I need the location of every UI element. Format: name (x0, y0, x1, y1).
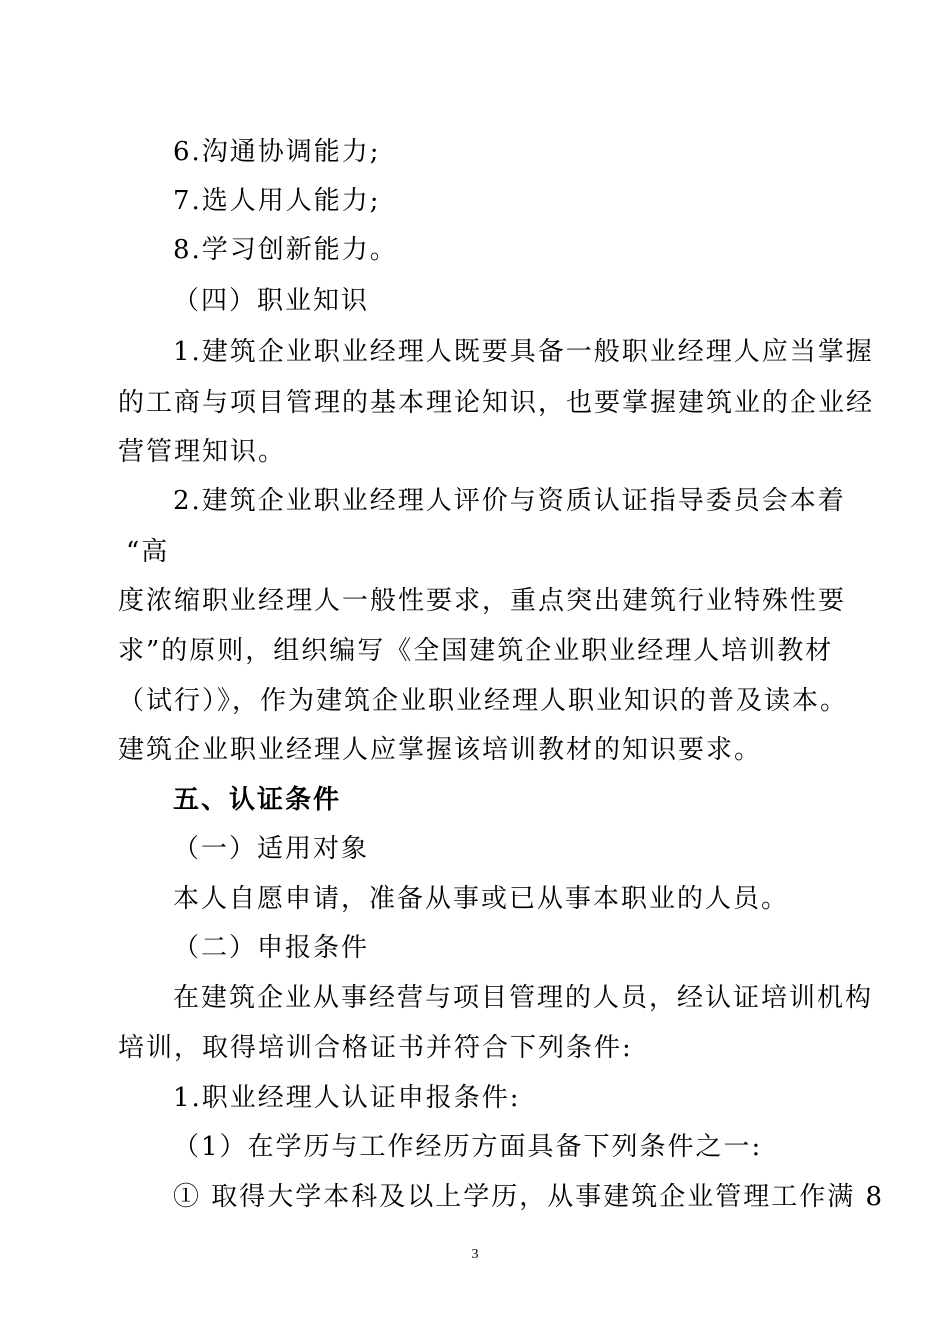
subsection-heading-2: （二）申报条件 (173, 933, 370, 963)
list-item-7: 7.选人用人能力; (173, 186, 381, 216)
paragraph-line: 培训，取得培训合格证书并符合下列条件: (118, 1033, 633, 1063)
list-item-8: 8.学习创新能力。 (173, 235, 398, 265)
paragraph-line: 营管理知识。 (118, 437, 287, 467)
list-item-1-1: （1）在学历与工作经历方面具备下列条件之一: (173, 1132, 763, 1162)
paragraph-line: 在建筑企业从事经营与项目管理的人员，经认证培训机构 (173, 983, 874, 1013)
paragraph-line: 求”的原则，组织编写《全国建筑企业职业经理人培训教材 (118, 636, 834, 666)
paragraph-line: “高 (126, 537, 170, 567)
subsection-heading-1: （一）适用对象 (173, 834, 370, 864)
list-item-circle-1: ① 取得大学本科及以上学历，从事建筑企业管理工作满 8 (173, 1182, 885, 1212)
list-item-1: 1.职业经理人认证申报条件: (173, 1083, 521, 1113)
subsection-heading-4: （四）职业知识 (173, 286, 370, 316)
paragraph-line: 2.建筑企业职业经理人评价与资质认证指导委员会本着 (173, 486, 846, 516)
list-item-6: 6.沟通协调能力; (173, 137, 381, 167)
section-heading-5: 五、认证条件 (173, 785, 342, 815)
paragraph-line: 的工商与项目管理的基本理论知识，也要掌握建筑业的企业经 (118, 388, 875, 418)
paragraph-line: （试行）》，作为建筑企业职业经理人职业知识的普及读本。 (118, 686, 849, 716)
page-number: 3 (471, 1247, 479, 1262)
paragraph-line: 度浓缩职业经理人一般性要求，重点突出建筑行业特殊性要 (118, 586, 847, 616)
paragraph-line: 建筑企业职业经理人应掌握该培训教材的知识要求。 (118, 735, 763, 765)
paragraph-line: 1.建筑企业职业经理人既要具备一般职业经理人应当掌握 (173, 337, 874, 367)
paragraph-line: 本人自愿申请，准备从事或已从事本职业的人员。 (173, 884, 790, 914)
